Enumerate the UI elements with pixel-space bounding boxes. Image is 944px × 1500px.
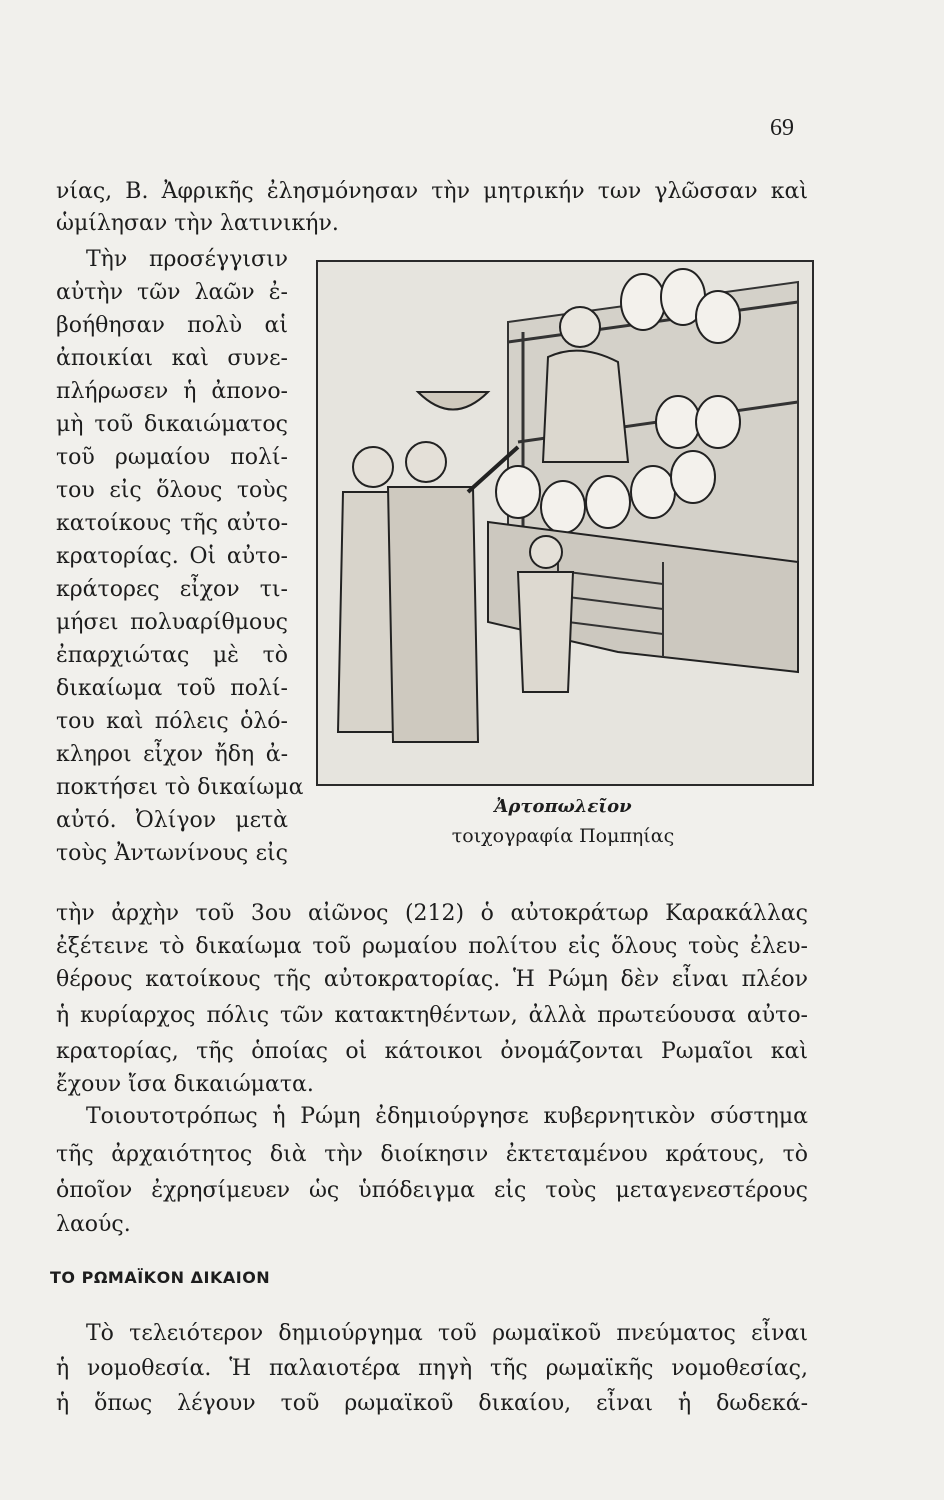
body-line: Τὸ τελειότερον δημιούργημα τοῦ ρωμαϊκοῦ πνεύματος εἶναι <box>86 1321 808 1346</box>
wrap-line: του καὶ πόλεις ὁλό- <box>56 709 288 734</box>
body-line: ὁποῖον ἐχρησίμευεν ὡς ὑπόδειγμα εἰς τοὺς μεταγενεστέρους <box>56 1178 808 1203</box>
wrap-line: ἐπαρχιώτας μὲ τὸ <box>56 643 288 668</box>
bakery-illustration <box>316 260 814 786</box>
body-line: ἔχουν ἴσα δικαιώματα. <box>56 1072 314 1097</box>
wrap-line: ἀποικίαι καὶ συνε- <box>56 346 288 371</box>
figure-caption-source: τοιχογραφία Πομπηίας <box>451 825 675 847</box>
body-line: θέρους κατοίκους τῆς αὐτοκρατορίας. Ἡ Ρώμη δὲν εἶναι πλέον <box>56 967 808 992</box>
body-line: ἡ κυρίαρχος πόλις τῶν κατακτηθέντων, ἀλλὰ πρωτεύουσα αὐτο- <box>56 1003 808 1028</box>
body-line: τῆς ἀρχαιότητος διὰ τὴν διοίκησιν ἐκτεταμένου κράτους, τὸ <box>56 1142 808 1167</box>
bakery-drawing <box>318 262 812 784</box>
wrap-line: πλήρωσεν ἡ ἀπονο- <box>56 379 288 404</box>
body-line: ἡ ὅπως λέγουν τοῦ ρωμαϊκοῦ δικαίου, εἶναι ἡ δωδεκά- <box>56 1391 808 1416</box>
body-line: νίας, Β. Ἀφρικῆς ἐλησμόνησαν τὴν μητρικήν των γλῶσσαν καὶ <box>56 179 808 204</box>
wrap-line: τοὺς Ἀντωνίνους εἰς <box>56 841 288 866</box>
wrap-line: του εἰς ὅλους τοὺς <box>56 478 288 503</box>
wrap-line: αὐτό. Ὀλίγον μετὰ <box>56 808 288 833</box>
body-line: λαούς. <box>56 1212 131 1237</box>
wrap-line: τοῦ ρωμαίου πολί- <box>56 445 288 470</box>
body-line: Τοιουτοτρόπως ἡ Ρώμη ἐδημιούργησε κυβερνητικὸν σύστημα <box>86 1104 808 1129</box>
body-line: ἐξέτεινε τὸ δικαίωμα τοῦ ρωμαίου πολίτου εἰς ὅλους τοὺς ἐλευ- <box>56 934 808 959</box>
wrap-line: ποκτήσει τὸ δικαίωμα <box>56 775 304 800</box>
wrap-line: κρατορίας. Οἱ αὐτο- <box>56 544 288 569</box>
figure-caption-title: Ἀρτοπωλεῖον <box>494 796 632 817</box>
wrap-line: κατοίκους τῆς αὐτο- <box>56 511 288 536</box>
wrap-line: αὐτὴν τῶν λαῶν ἐ- <box>56 280 288 305</box>
wrap-line: βοήθησαν πολὺ αἱ <box>56 313 288 338</box>
wrap-line: μήσει πολυαρίθμους <box>56 610 288 635</box>
wrap-line: δικαίωμα τοῦ πολί- <box>56 676 288 701</box>
page-number: 69 <box>770 115 794 141</box>
body-line: κρατορίας, τῆς ὁποίας οἱ κάτοικοι ὀνομάζονται Ρωμαῖοι καὶ <box>56 1039 808 1064</box>
section-heading: ΤΟ ΡΩΜΑΪΚΟΝ ΔΙΚΑΙΟΝ <box>50 1268 271 1287</box>
body-line: ἡ νομοθεσία. Ἡ παλαιοτέρα πηγὴ τῆς ρωμαϊκῆς νομοθεσίας, <box>56 1356 808 1381</box>
body-line: ὡμίλησαν τὴν λατινικήν. <box>56 211 339 236</box>
body-line: τὴν ἀρχὴν τοῦ 3ου αἰῶνος (212) ὁ αὐτοκράτωρ Καρακάλλας <box>56 901 808 926</box>
wrap-line: Τὴν προσέγγισιν <box>86 247 288 272</box>
wrap-line: κληροι εἶχον ἤδη ἀ- <box>56 742 288 767</box>
wrap-line: μὴ τοῦ δικαιώματος <box>56 412 288 437</box>
wrap-line: κράτορες εἶχον τι- <box>56 577 288 602</box>
